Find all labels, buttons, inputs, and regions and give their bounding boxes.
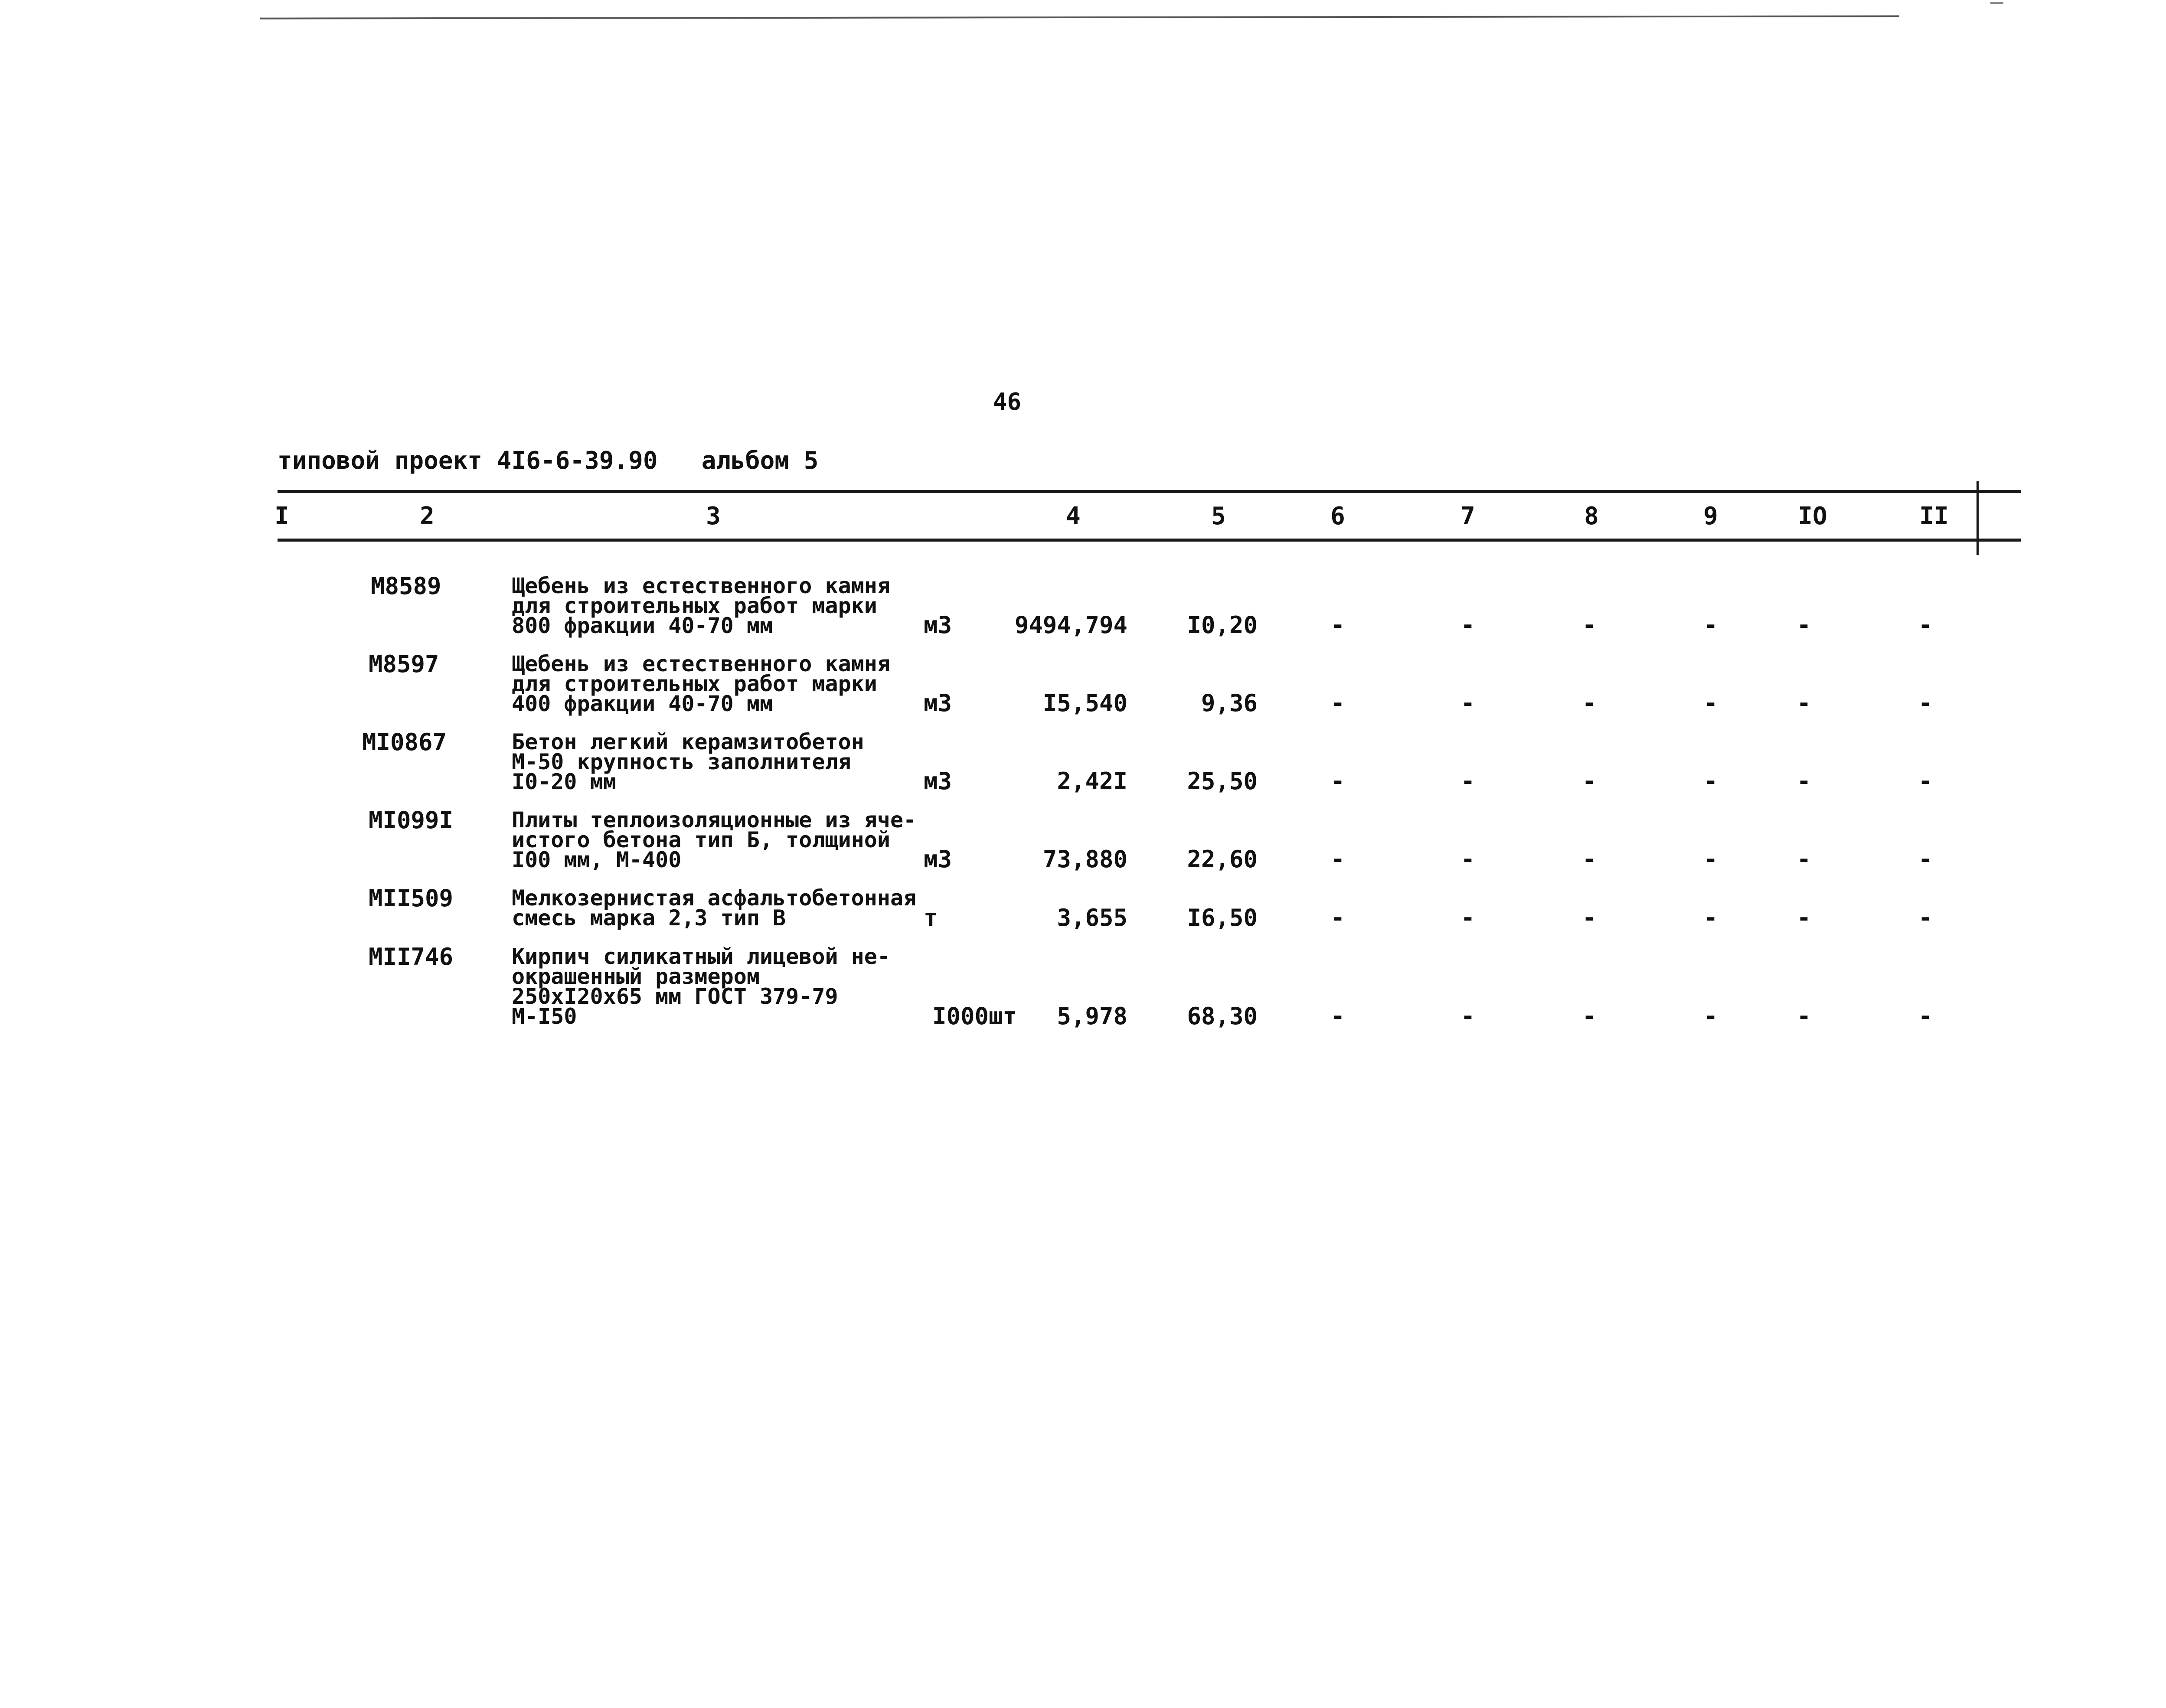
row-col10: - (1797, 1003, 1811, 1030)
column-header-9: 9 (1703, 502, 1718, 530)
row-col10: - (1797, 767, 1811, 795)
row-col10: - (1797, 611, 1811, 639)
row-price: 9,36 (1201, 689, 1258, 717)
row-code: MII746 (369, 943, 454, 970)
column-header-8: 8 (1584, 502, 1599, 530)
row-price: 22,60 (1187, 846, 1258, 873)
row-quantity: I5,540 (1042, 689, 1127, 717)
row-col8: - (1582, 767, 1597, 795)
column-header-6: 6 (1330, 502, 1345, 530)
column-header-1: I (274, 502, 289, 530)
column-header-7: 7 (1460, 502, 1475, 530)
row-col8: - (1582, 689, 1597, 717)
column-header-4: 4 (1066, 502, 1081, 530)
table-header-bottom-rule (278, 539, 2021, 542)
row-quantity: 2,42I (1057, 767, 1127, 795)
row-col11: - (1918, 767, 1933, 795)
row-col9: - (1703, 611, 1718, 639)
row-col11: - (1918, 846, 1933, 873)
row-col8: - (1582, 846, 1597, 873)
row-col11: - (1918, 1003, 1933, 1030)
row-col6: - (1330, 611, 1345, 639)
row-code: MI0867 (362, 728, 447, 756)
row-col9: - (1703, 904, 1718, 931)
column-header-5: 5 (1211, 502, 1226, 530)
row-col9: - (1703, 1003, 1718, 1030)
row-col10: - (1797, 689, 1811, 717)
row-col9: - (1703, 689, 1718, 717)
row-col6: - (1330, 904, 1345, 931)
row-code: M8589 (371, 572, 441, 600)
row-col8: - (1582, 611, 1597, 639)
table-right-border (1977, 481, 1979, 555)
row-col7: - (1460, 904, 1475, 931)
row-col6: - (1330, 689, 1345, 717)
row-col8: - (1582, 1003, 1597, 1030)
row-unit: м3 (924, 611, 952, 639)
column-header-11: II (1919, 502, 1949, 530)
row-name: Щебень из естественного камня для строительных работ марки 800 фракции 40-70 мм (512, 573, 890, 638)
row-col7: - (1460, 846, 1475, 873)
column-header-3: 3 (706, 502, 721, 530)
column-header-2: 2 (420, 502, 435, 530)
row-col7: - (1460, 689, 1475, 717)
row-col11: - (1918, 611, 1933, 639)
row-name: Плиты теплоизоляционные из яче- истого бетона тип Б, толщиной I00 мм, М-400 (512, 807, 917, 872)
row-col7: - (1460, 767, 1475, 795)
row-price: I0,20 (1187, 611, 1258, 639)
row-price: 68,30 (1187, 1003, 1258, 1030)
row-unit: м3 (924, 689, 952, 717)
row-code: MII509 (369, 885, 454, 912)
row-col7: - (1460, 611, 1475, 639)
top-tick-mark (1990, 2, 2003, 4)
row-name: Щебень из естественного камня для строительных работ марки 400 фракции 40-70 мм (512, 651, 890, 716)
page-number: 46 (993, 388, 1022, 415)
row-col8: - (1582, 904, 1597, 931)
row-name: Мелкозернистая асфальтобетонная смесь марка 2,3 тип В (512, 885, 917, 931)
top-rule (260, 15, 1899, 19)
row-price: I6,50 (1187, 904, 1258, 931)
row-col6: - (1330, 846, 1345, 873)
table-header-top-rule (278, 490, 2021, 493)
row-code: M8597 (369, 650, 439, 678)
row-unit: м3 (924, 846, 952, 873)
row-quantity: 3,655 (1057, 904, 1127, 931)
row-col7: - (1460, 1003, 1475, 1030)
row-name: Бетон легкий керамзитобетон М-50 крупность заполнителя I0-20 мм (512, 729, 864, 794)
row-unit: м3 (924, 767, 952, 795)
row-code: MI099I (369, 807, 454, 834)
row-quantity: 9494,794 (1014, 611, 1127, 639)
row-quantity: 5,978 (1057, 1003, 1127, 1030)
row-col11: - (1918, 689, 1933, 717)
row-name: Кирпич силикатный лицевой не- окрашенный размером 250xI20x65 мм ГОСТ 379-79 М-I50 (512, 944, 890, 1029)
row-price: 25,50 (1187, 767, 1258, 795)
row-quantity: 73,880 (1042, 846, 1127, 873)
row-col9: - (1703, 767, 1718, 795)
row-col11: - (1918, 904, 1933, 931)
row-col6: - (1330, 1003, 1345, 1030)
column-header-10: IO (1798, 502, 1827, 530)
row-col6: - (1330, 767, 1345, 795)
row-col10: - (1797, 846, 1811, 873)
row-col10: - (1797, 904, 1811, 931)
row-col9: - (1703, 846, 1718, 873)
document-header: типовой проект 4I6-6-39.90 альбом 5 (278, 447, 819, 475)
row-unit: I000шт (932, 1003, 1017, 1030)
row-unit: т (924, 904, 938, 931)
